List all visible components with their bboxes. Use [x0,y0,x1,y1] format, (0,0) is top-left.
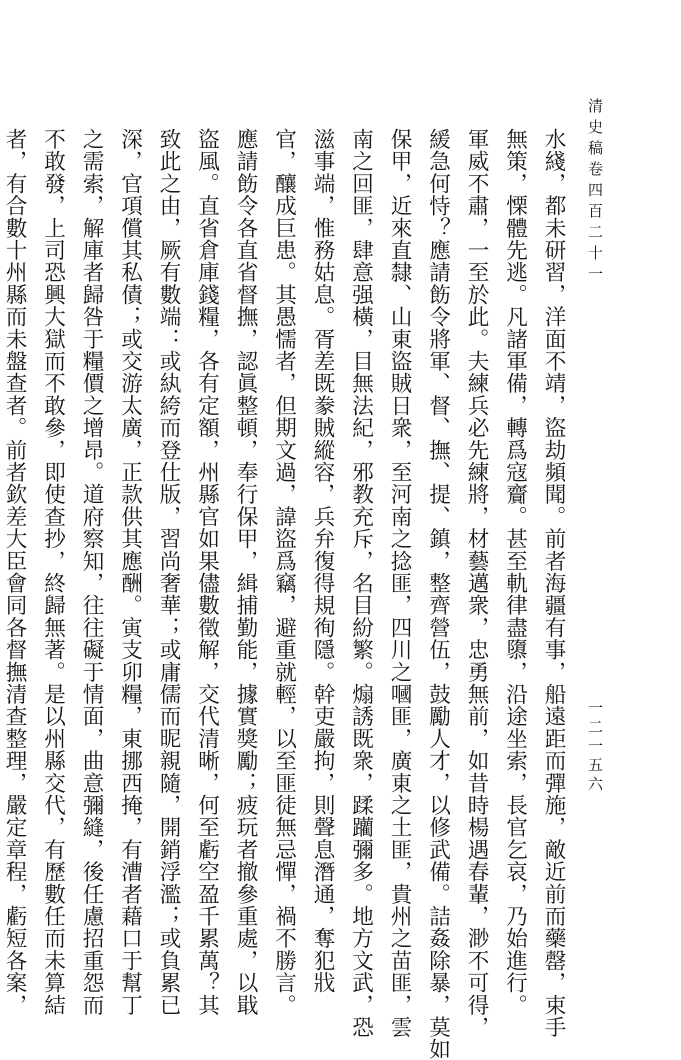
text-column: 者，有合數十州縣而未盤查者。前者欽差大臣會同各督撫清查整理，嚴定章程，虧短各案， [2,128,27,1016]
text-column: 緩急何恃？應請飭令將軍、督、撫、提、鎮，整齊營伍，鼓勵人才，以修武備。詰姦除暴，莫如 [425,128,451,1060]
text-column: 官，釀成巨患。其愚懦者，但期文過，諱盜爲竊，避重就輕，以至匪徒無忌憚，禍不勝言。 [271,128,297,1016]
text-column: 滋事端，惟務姑息。胥差既豢賊縱容，兵弁復得規徇隱。幹吏嚴拘，則聲息潛通，奪犯戕 [310,128,335,994]
text-column: 盜風。直省倉庫錢糧，各有定額，州縣官如果儘數徵解，交代清晰，何至虧空盈千累萬？其 [194,128,220,1016]
text-column: 致此之由，厥有數端：或紈絝而登仕版，習尚奢華；或庸儒而昵親隨，開銷浮濫；或負累已 [156,128,181,1016]
text-column: 不敢發，上司恐興大獄而不敢參，即使查抄，終歸無著。是以州縣交代，有歷數任而未算結 [40,128,66,1016]
text-column: 軍威不肅，一至於此。夫練兵必先練將，材藝邁衆，忠勇無前，如昔時楊遇春輩，渺不可得， [464,128,489,1039]
text-column: 水綫，都未研習，洋面不靖，盜劫頻聞。前者海疆有事，船遠距而彈施，敵近前而藥罄，束手 [541,128,566,1039]
vertical-body-text [2,128,572,1060]
text-column: 深，官項償其私債；或交游太廣，正款供其應酬。寅支卯糧，東挪西掩，有漕者藉口于幫丁 [117,128,143,1016]
running-title: 清史稿卷四百二十一 [586,98,604,287]
text-column: 應請飭令各直省督撫，認眞整頓，奉行保甲，緝捕勤能，據實獎勵；疲玩者撤參重處，以戢 [233,128,258,1016]
text-column: 無策，慄體先逃。凡諸軍備，轉爲寇齎。甚至軌律盡隳，沿途坐索，長官乞哀，乃始進行。 [502,128,528,1016]
page-number: 一二一五六 [586,700,604,795]
text-column: 保甲，近來直隸、山東盜賊日衆，至河南之捻匪，四川之嘓匪，廣東之土匪，貴州之苗匪，雲 [387,128,412,1039]
text-column: 南之回匪，肆意强橫，目無法紀，邪教充斥，名目紛繁。煽誘既衆，蹂躪彌多。地方文武，恐 [348,128,374,1039]
text-column: 之需索，解庫者歸咎于糧價之增昂。道府察知，往往礙于情面，曲意彌縫，後任慮招重怨而 [79,128,104,1016]
